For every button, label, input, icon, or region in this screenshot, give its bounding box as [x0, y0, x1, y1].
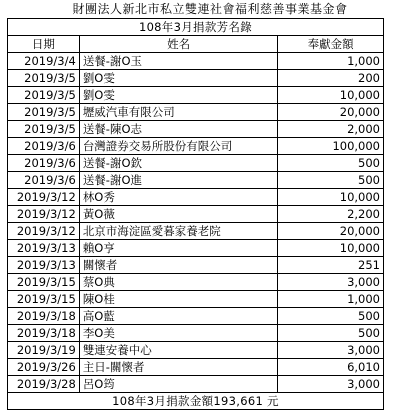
row-date: 2019/3/12 [8, 223, 80, 240]
table-row [8, 291, 384, 308]
table-row [8, 240, 384, 257]
row-date: 2019/3/6 [8, 172, 80, 189]
table-row [8, 274, 384, 291]
row-name: 關懷者 [79, 257, 278, 274]
row-name: 北京市海淀區愛暮家養老院 [79, 223, 278, 240]
row-amount: 500 [278, 325, 384, 342]
table-row [8, 257, 384, 274]
donation-table [7, 18, 384, 410]
row-amount: 2,200 [278, 206, 384, 223]
table-row [8, 206, 384, 223]
row-date: 2019/3/5 [8, 70, 80, 87]
row-amount: 10,000 [278, 240, 384, 257]
row-date: 2019/3/4 [8, 53, 80, 70]
total-amount: 108年3月捐款金額193,661 元 [8, 393, 384, 410]
row-amount: 3,000 [278, 376, 384, 393]
table-row [8, 376, 384, 393]
row-name: 台灣證券交易所股份有限公司 [79, 138, 278, 155]
row-name: 送餐-陳O志 [79, 121, 278, 138]
row-name: 壢威汽車有限公司 [79, 104, 278, 121]
subtitle-row [8, 19, 384, 36]
row-amount: 6,010 [278, 359, 384, 376]
table-row [8, 121, 384, 138]
table-row [8, 223, 384, 240]
header-date: 日期 [8, 36, 80, 53]
row-name: 主日-關懷者 [79, 359, 278, 376]
row-amount: 500 [278, 308, 384, 325]
row-date: 2019/3/6 [8, 138, 80, 155]
row-amount: 251 [278, 257, 384, 274]
row-amount: 10,000 [278, 189, 384, 206]
row-name: 林O秀 [79, 189, 278, 206]
table-row [8, 87, 384, 104]
header-amount: 奉獻金額 [278, 36, 384, 53]
row-name: 雙連安養中心 [79, 342, 278, 359]
row-name: 李O美 [79, 325, 278, 342]
row-name: 呂O筠 [79, 376, 278, 393]
table-row [8, 104, 384, 121]
row-date: 2019/3/5 [8, 104, 80, 121]
row-date: 2019/3/5 [8, 121, 80, 138]
row-name: 高O藍 [79, 308, 278, 325]
row-amount: 200 [278, 70, 384, 87]
row-amount: 500 [278, 172, 384, 189]
row-date: 2019/3/13 [8, 257, 80, 274]
header-row [8, 36, 384, 53]
row-amount: 1,000 [278, 291, 384, 308]
row-amount: 2,000 [278, 121, 384, 138]
row-date: 2019/3/12 [8, 189, 80, 206]
row-date: 2019/3/18 [8, 325, 80, 342]
row-amount: 20,000 [278, 104, 384, 121]
table-row [8, 189, 384, 206]
row-date: 2019/3/19 [8, 342, 80, 359]
table-row [8, 138, 384, 155]
row-amount: 10,000 [278, 87, 384, 104]
row-date: 2019/3/28 [8, 376, 80, 393]
row-date: 2019/3/13 [8, 240, 80, 257]
row-amount: 3,000 [278, 342, 384, 359]
table-row [8, 342, 384, 359]
table-row [8, 308, 384, 325]
row-amount: 20,000 [278, 223, 384, 240]
table-row [8, 53, 384, 70]
table-body [8, 53, 384, 393]
org-title: 財團法人新北市私立雙連社會福利慈善事業基金會 [72, 2, 348, 16]
row-amount: 500 [278, 155, 384, 172]
row-name: 劉O雯 [79, 87, 278, 104]
row-date: 2019/3/5 [8, 87, 80, 104]
table-row [8, 325, 384, 342]
row-amount: 1,000 [278, 53, 384, 70]
table-row [8, 359, 384, 376]
list-subtitle: 108年3月捐款芳名錄 [8, 19, 384, 36]
row-amount: 100,000 [278, 138, 384, 155]
row-name: 送餐-謝O欽 [79, 155, 278, 172]
row-date: 2019/3/15 [8, 274, 80, 291]
row-amount: 3,000 [278, 274, 384, 291]
row-date: 2019/3/6 [8, 155, 80, 172]
row-name: 劉O雯 [79, 70, 278, 87]
row-date: 2019/3/15 [8, 291, 80, 308]
row-name: 陳O桂 [79, 291, 278, 308]
table-row [8, 155, 384, 172]
table-row [8, 70, 384, 87]
row-date: 2019/3/26 [8, 359, 80, 376]
row-name: 蔡O典 [79, 274, 278, 291]
row-name: 送餐-謝O進 [79, 172, 278, 189]
row-name: 送餐-謝O玉 [79, 53, 278, 70]
table-row [8, 172, 384, 189]
header-name: 姓名 [79, 36, 278, 53]
row-name: 賴O亨 [79, 240, 278, 257]
total-row [8, 393, 384, 410]
row-date: 2019/3/12 [8, 206, 80, 223]
row-date: 2019/3/18 [8, 308, 80, 325]
row-name: 黃O薇 [79, 206, 278, 223]
